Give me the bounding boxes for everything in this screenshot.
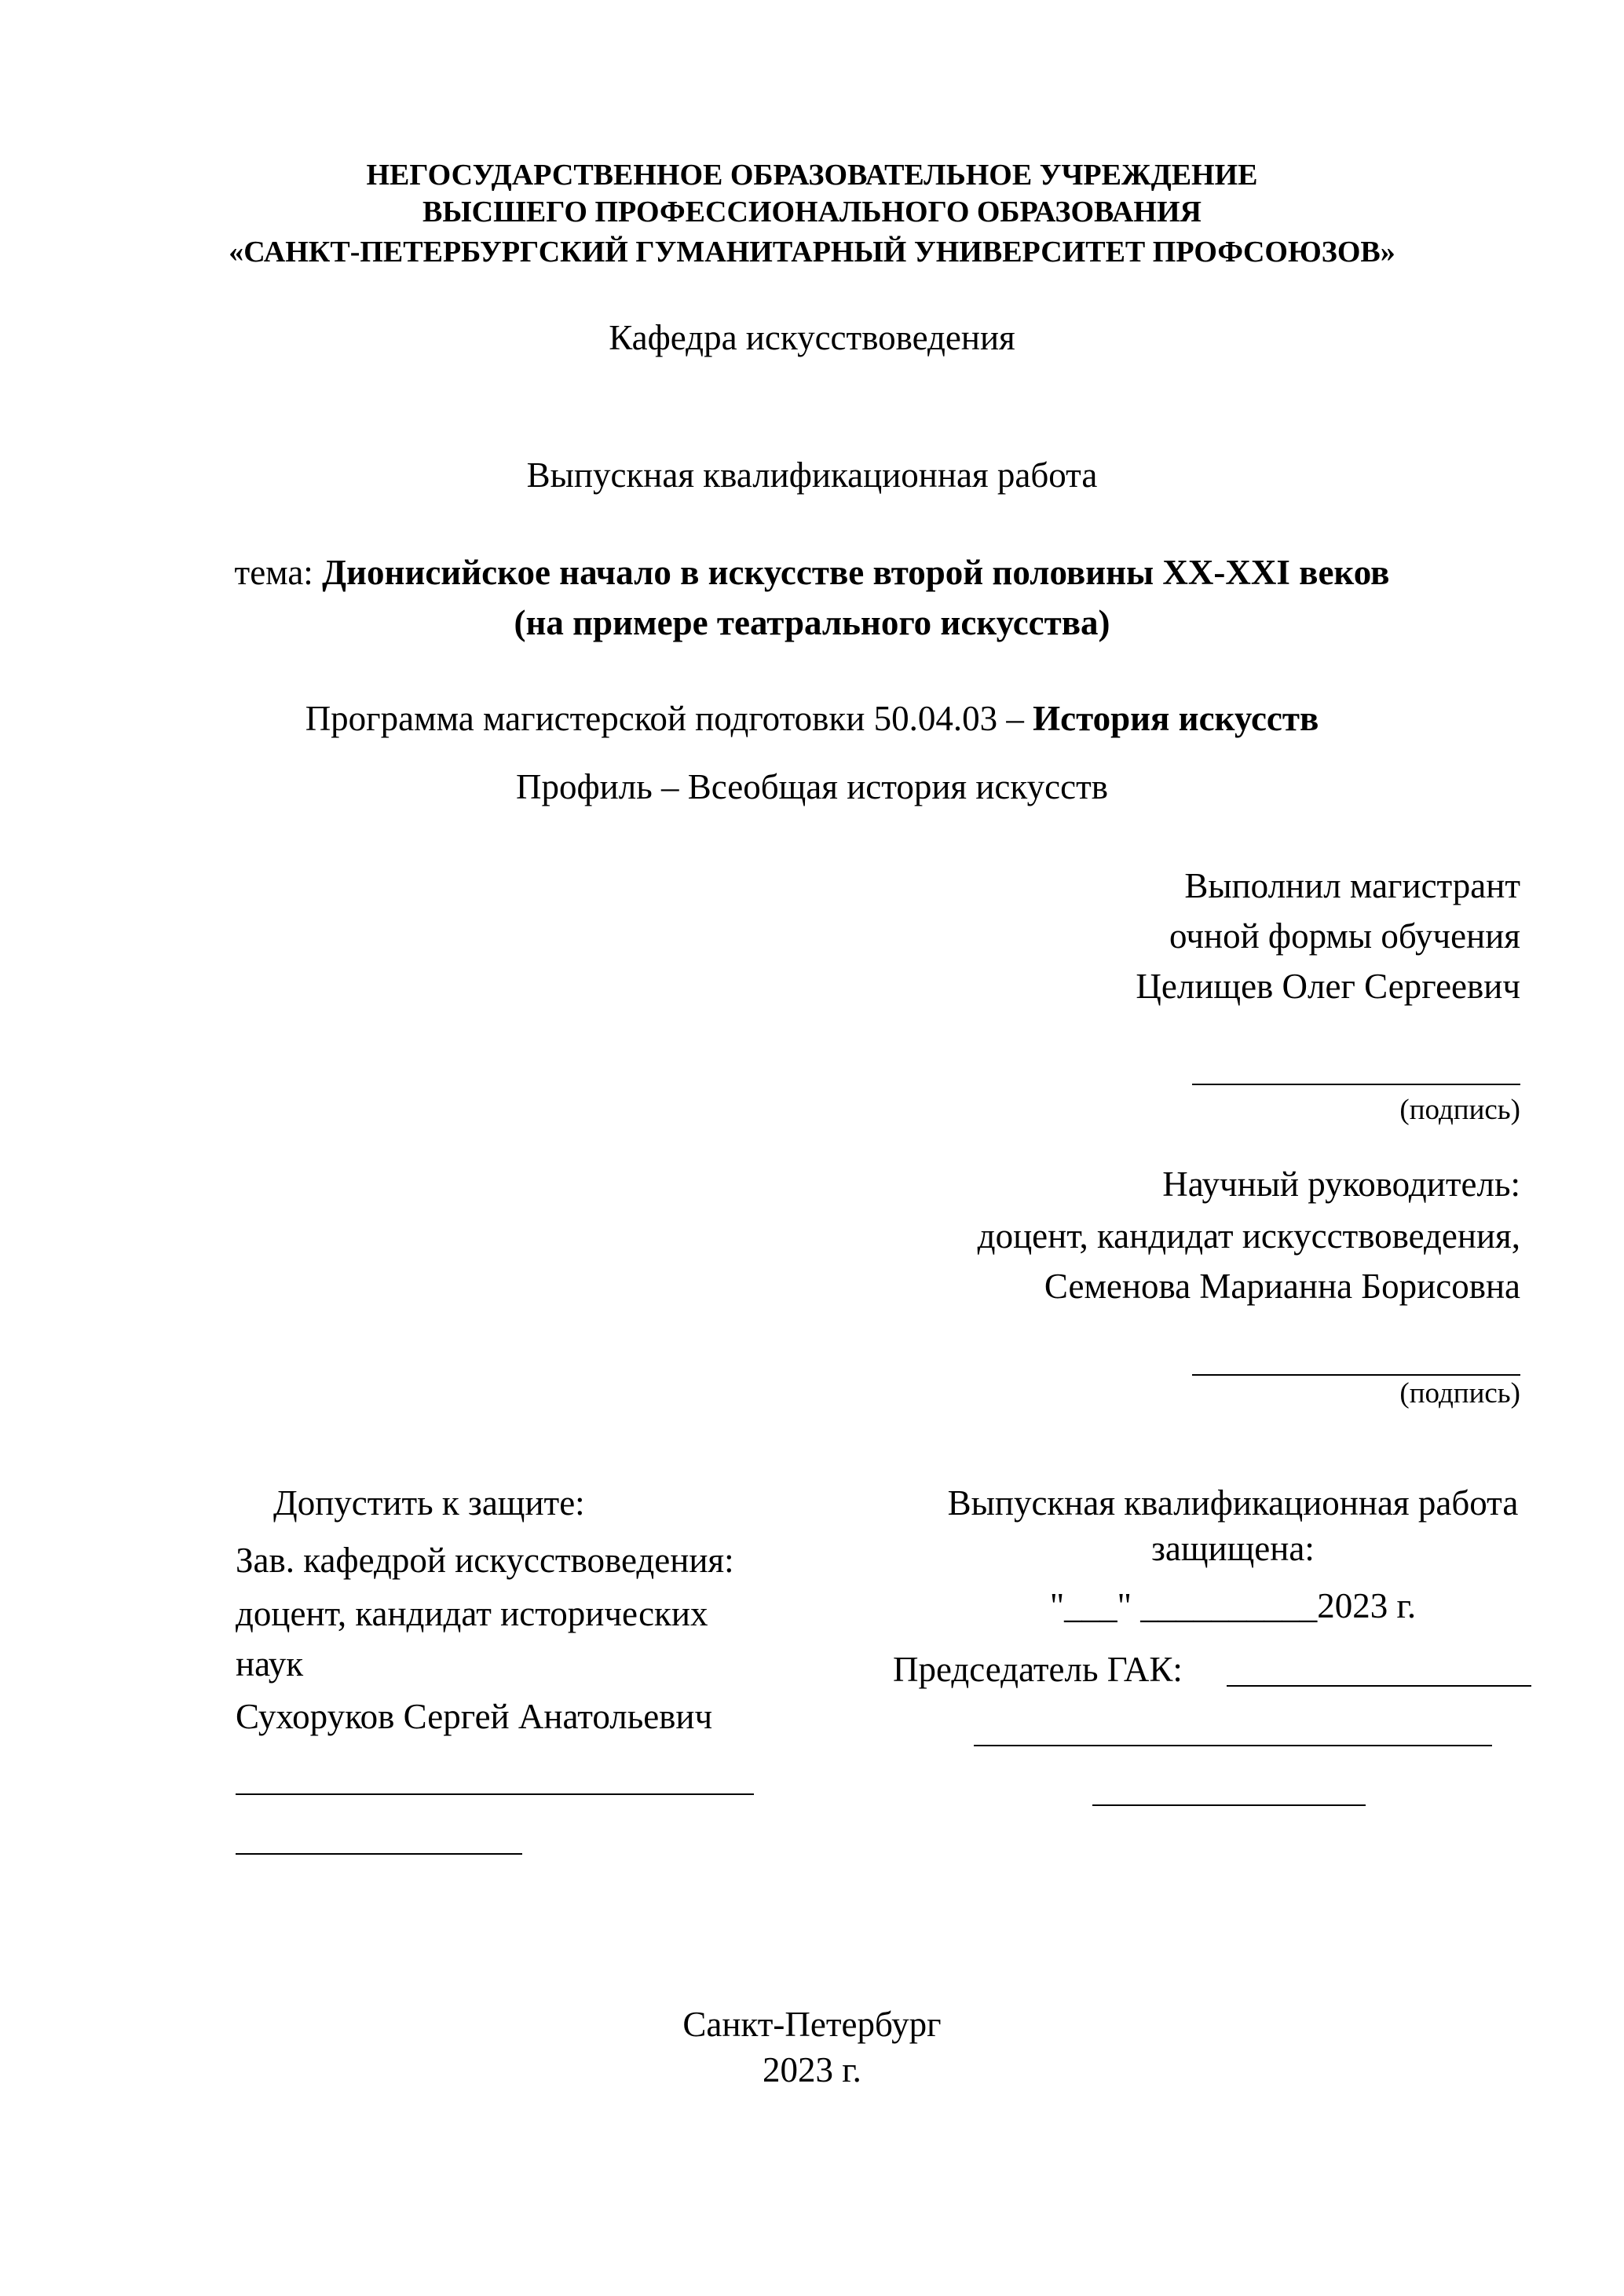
defense-line-2: защищена: [1151, 1529, 1315, 1568]
supervisor-name: Семенова Марианна Борисовна [1044, 1267, 1520, 1306]
admission-line-2: доцент, кандидат исторических [236, 1594, 708, 1633]
institution-line-3: «САНКТ-ПЕТЕРБУРГСКИЙ ГУМАНИТАРНЫЙ УНИВЕРСИТЕТ ПРОФСОЮЗОВ» [229, 236, 1395, 269]
author-line-2: очной формы обучения [1169, 916, 1520, 956]
work-type: Выпускная квалификационная работа [526, 455, 1098, 495]
author-line-1: Выполнил магистрант [1184, 866, 1520, 905]
department: Кафедра искусствоведения [609, 318, 1015, 357]
institution-line-1: НЕГОСУДАРСТВЕННОЕ ОБРАЗОВАТЕЛЬНОЕ УЧРЕЖДЕНИЕ [366, 159, 1258, 192]
chair-extra-line [1092, 1804, 1366, 1806]
admission-date-line [236, 1853, 522, 1855]
author-name: Целищев Олег Сергеевич [1136, 967, 1520, 1006]
supervisor-line-2: доцент, кандидат искусствоведения, [977, 1216, 1520, 1256]
profile: Профиль – Всеобщая история искусств [516, 767, 1108, 806]
admission-line-3: наук [236, 1644, 304, 1684]
chair-label: Председатель ГАК: [893, 1650, 1183, 1689]
program [0, 701, 1624, 737]
program-name: История искусств [1033, 699, 1319, 738]
admission-name: Сухоруков Сергей Анатольевич [236, 1697, 713, 1736]
chair-name-line [974, 1745, 1492, 1746]
year: 2023 г. [763, 2050, 861, 2089]
institution-line-2: ВЫСШЕГО ПРОФЕССИОНАЛЬНОГО ОБРАЗОВАНИЯ [422, 196, 1202, 229]
admission-signature-line [236, 1793, 754, 1795]
supervisor-line-1: Научный руководитель: [1162, 1164, 1520, 1204]
admission-line-1: Зав. кафедрой искусствоведения: [236, 1541, 734, 1580]
topic-line-2: (на примере театрального искусства) [514, 603, 1110, 642]
supervisor-signature-line [1192, 1374, 1520, 1376]
topic-label: тема: [234, 553, 323, 592]
admission-title: Допустить к защите: [273, 1483, 585, 1523]
author-signature-line [1192, 1084, 1520, 1085]
author-signature-caption: (подпись) [1399, 1094, 1520, 1126]
chair-signature-line [1227, 1685, 1531, 1687]
defense-date: "___" __________2023 г. [1049, 1586, 1417, 1625]
defense-line-1: Выпускная квалификационная работа [947, 1483, 1519, 1523]
supervisor-signature-caption: (подпись) [1399, 1377, 1520, 1409]
city: Санкт-Петербург [682, 2005, 942, 2044]
program-prefix: Программа магистерской подготовки 50.04.03 – [305, 699, 1033, 738]
topic-line-1 [0, 555, 1624, 590]
topic-title: Дионисийское начало в искусстве второй половины XX-XXI веков [322, 553, 1390, 592]
